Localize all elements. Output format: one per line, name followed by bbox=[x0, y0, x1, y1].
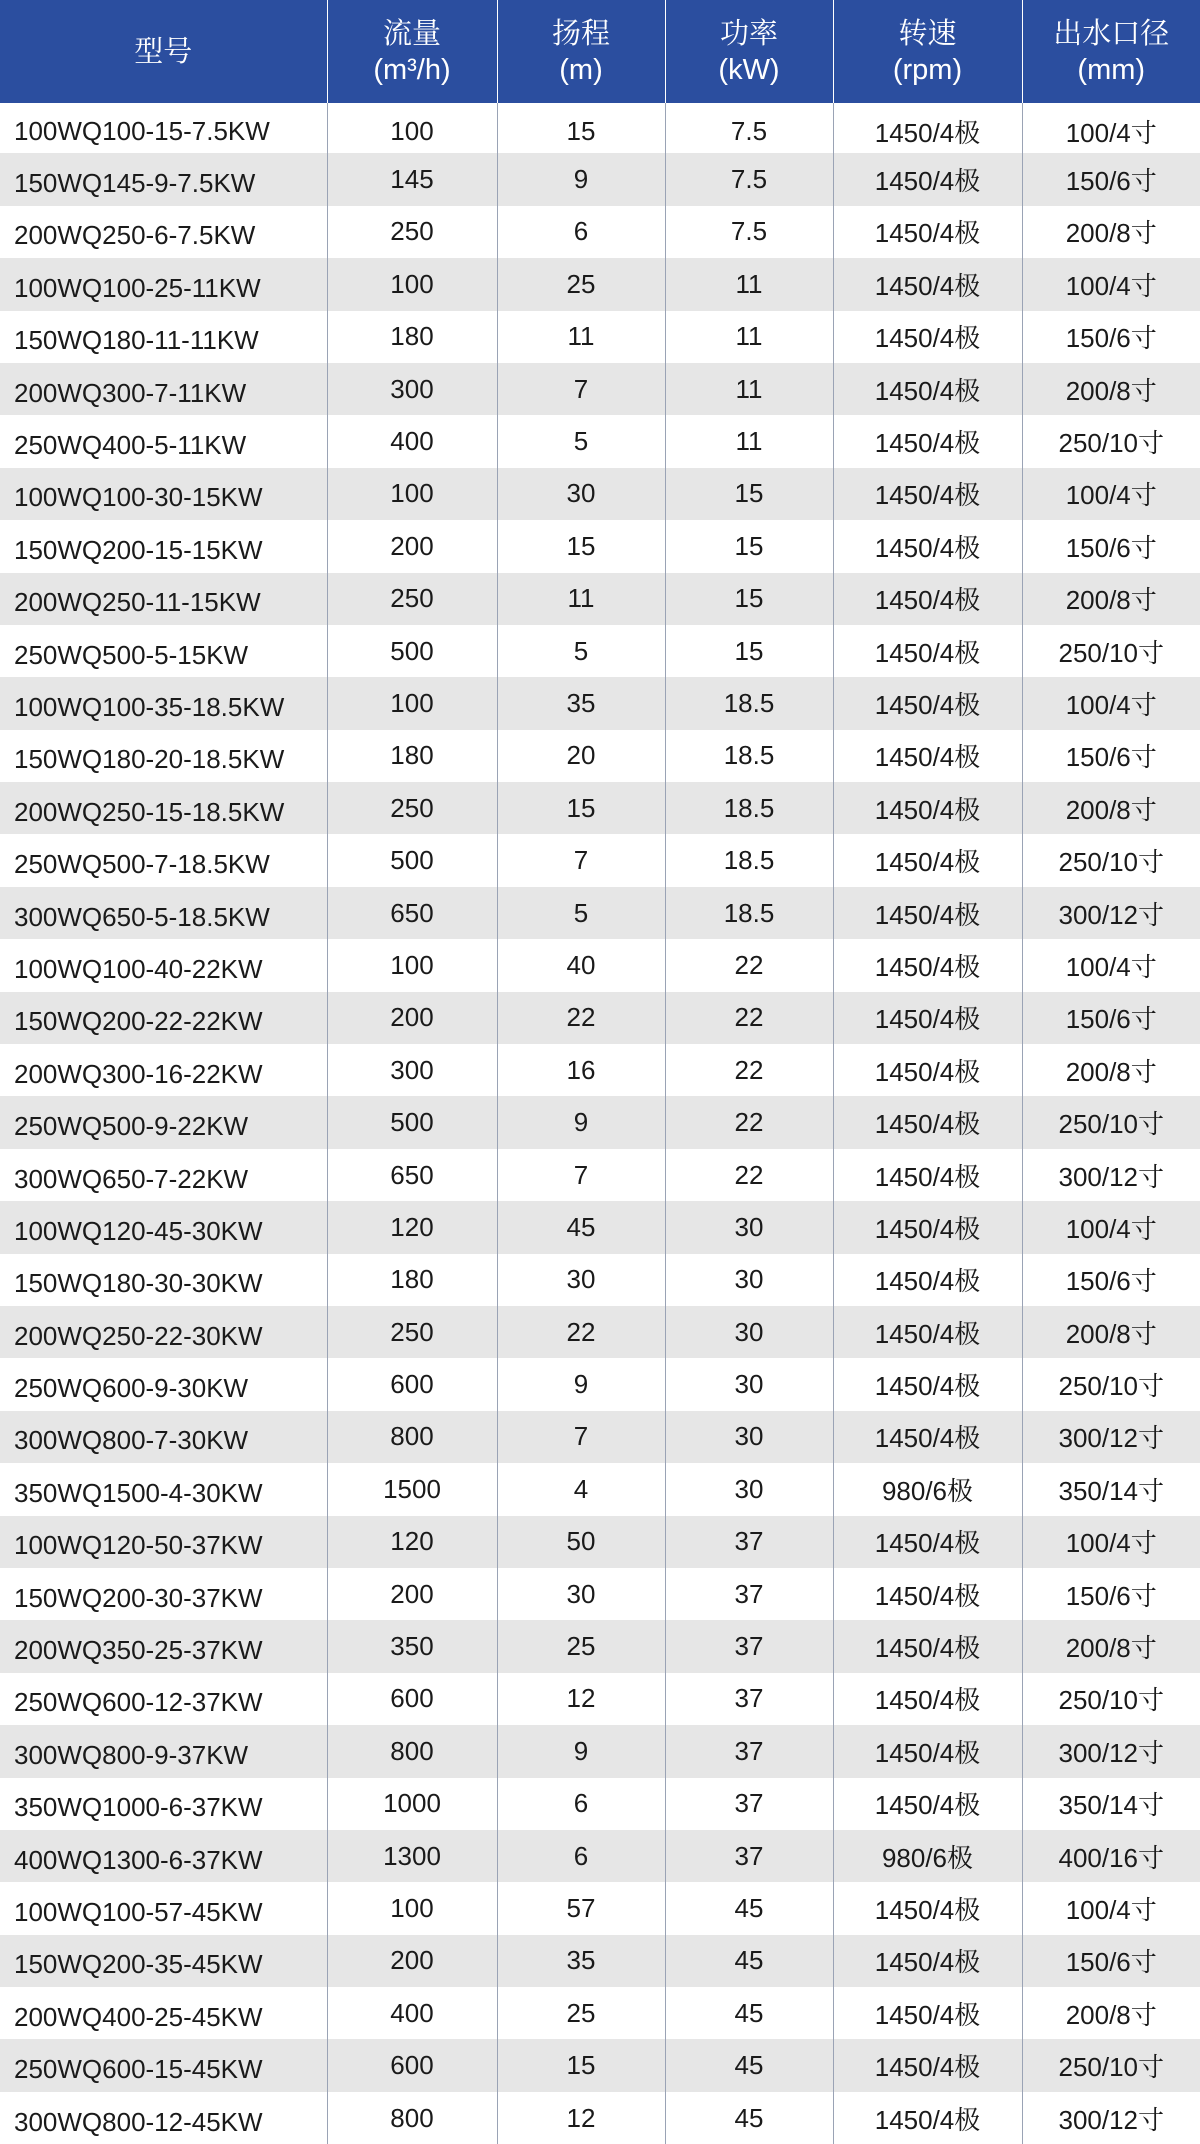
cell-outlet-diameter: 350/14寸 bbox=[1022, 1778, 1200, 1830]
cell-speed: 1450/4极 bbox=[833, 206, 1022, 258]
cell-model: 400WQ1300-6-37KW bbox=[0, 1830, 327, 1882]
cell-model: 150WQ180-20-18.5KW bbox=[0, 730, 327, 782]
cell-head: 6 bbox=[497, 1830, 665, 1882]
cell-speed: 1450/4极 bbox=[833, 887, 1022, 939]
cell-model: 200WQ250-11-15KW bbox=[0, 573, 327, 625]
table-body bbox=[0, 103, 1200, 2144]
cell-power: 15 bbox=[665, 468, 833, 520]
cell-power: 15 bbox=[665, 625, 833, 677]
cell-head: 25 bbox=[497, 1620, 665, 1672]
cell-head: 15 bbox=[497, 103, 665, 153]
cell-outlet-diameter: 300/12寸 bbox=[1022, 1725, 1200, 1777]
cell-speed: 1450/4极 bbox=[833, 1149, 1022, 1201]
cell-speed: 1450/4极 bbox=[833, 1096, 1022, 1148]
cell-power: 7.5 bbox=[665, 206, 833, 258]
cell-model: 300WQ800-7-30KW bbox=[0, 1411, 327, 1463]
cell-head: 25 bbox=[497, 258, 665, 310]
cell-speed: 1450/4极 bbox=[833, 415, 1022, 467]
cell-model: 250WQ400-5-11KW bbox=[0, 415, 327, 467]
cell-outlet-diameter: 250/10寸 bbox=[1022, 834, 1200, 886]
cell-outlet-diameter: 150/6寸 bbox=[1022, 153, 1200, 205]
cell-flow: 200 bbox=[327, 1568, 497, 1620]
cell-model: 100WQ120-50-37KW bbox=[0, 1516, 327, 1568]
cell-head: 15 bbox=[497, 520, 665, 572]
cell-head: 9 bbox=[497, 1358, 665, 1410]
cell-outlet-diameter: 200/8寸 bbox=[1022, 206, 1200, 258]
cell-power: 30 bbox=[665, 1254, 833, 1306]
table-header bbox=[0, 0, 1200, 103]
table-row bbox=[0, 1620, 1200, 1672]
cell-head: 50 bbox=[497, 1516, 665, 1568]
cell-speed: 1450/4极 bbox=[833, 363, 1022, 415]
cell-model: 250WQ600-15-45KW bbox=[0, 2039, 327, 2091]
cell-outlet-diameter: 300/12寸 bbox=[1022, 2092, 1200, 2144]
cell-outlet-diameter: 300/12寸 bbox=[1022, 1411, 1200, 1463]
cell-speed: 1450/4极 bbox=[833, 1620, 1022, 1672]
cell-power: 30 bbox=[665, 1463, 833, 1515]
cell-outlet-diameter: 100/4寸 bbox=[1022, 1882, 1200, 1934]
cell-head: 9 bbox=[497, 1725, 665, 1777]
cell-model: 250WQ500-5-15KW bbox=[0, 625, 327, 677]
cell-outlet-diameter: 200/8寸 bbox=[1022, 363, 1200, 415]
cell-outlet-diameter: 150/6寸 bbox=[1022, 730, 1200, 782]
cell-power: 18.5 bbox=[665, 834, 833, 886]
cell-power: 30 bbox=[665, 1201, 833, 1253]
cell-flow: 800 bbox=[327, 2092, 497, 2144]
cell-model: 200WQ400-25-45KW bbox=[0, 1987, 327, 2039]
cell-flow: 180 bbox=[327, 730, 497, 782]
cell-model: 350WQ1000-6-37KW bbox=[0, 1778, 327, 1830]
header-row bbox=[0, 0, 1200, 103]
cell-outlet-diameter: 150/6寸 bbox=[1022, 520, 1200, 572]
cell-head: 7 bbox=[497, 834, 665, 886]
cell-flow: 100 bbox=[327, 939, 497, 991]
cell-flow: 180 bbox=[327, 1254, 497, 1306]
cell-speed: 1450/4极 bbox=[833, 1411, 1022, 1463]
cell-model: 300WQ800-9-37KW bbox=[0, 1725, 327, 1777]
cell-outlet-diameter: 400/16寸 bbox=[1022, 1830, 1200, 1882]
table-row bbox=[0, 363, 1200, 415]
table-row bbox=[0, 1935, 1200, 1987]
cell-speed: 1450/4极 bbox=[833, 730, 1022, 782]
cell-model: 300WQ800-12-45KW bbox=[0, 2092, 327, 2144]
cell-power: 45 bbox=[665, 2039, 833, 2091]
cell-flow: 500 bbox=[327, 1096, 497, 1148]
cell-flow: 200 bbox=[327, 520, 497, 572]
cell-speed: 1450/4极 bbox=[833, 573, 1022, 625]
cell-flow: 120 bbox=[327, 1201, 497, 1253]
cell-model: 200WQ250-6-7.5KW bbox=[0, 206, 327, 258]
header-power bbox=[665, 0, 833, 103]
table-row bbox=[0, 625, 1200, 677]
cell-head: 6 bbox=[497, 1778, 665, 1830]
cell-outlet-diameter: 200/8寸 bbox=[1022, 1987, 1200, 2039]
cell-model: 150WQ200-35-45KW bbox=[0, 1935, 327, 1987]
cell-head: 5 bbox=[497, 415, 665, 467]
header-unit: (rpm) bbox=[834, 52, 1022, 88]
cell-model: 150WQ200-30-37KW bbox=[0, 1568, 327, 1620]
cell-speed: 1450/4极 bbox=[833, 311, 1022, 363]
table-row bbox=[0, 1673, 1200, 1725]
cell-power: 30 bbox=[665, 1306, 833, 1358]
header-label: 型号 bbox=[134, 36, 192, 68]
cell-flow: 100 bbox=[327, 1882, 497, 1934]
cell-power: 30 bbox=[665, 1358, 833, 1410]
header-label: 功率 bbox=[720, 18, 778, 50]
cell-power: 18.5 bbox=[665, 730, 833, 782]
cell-flow: 650 bbox=[327, 887, 497, 939]
cell-speed: 1450/4极 bbox=[833, 1516, 1022, 1568]
cell-speed: 980/6极 bbox=[833, 1830, 1022, 1882]
cell-flow: 600 bbox=[327, 1358, 497, 1410]
cell-outlet-diameter: 150/6寸 bbox=[1022, 1935, 1200, 1987]
cell-flow: 500 bbox=[327, 834, 497, 886]
cell-head: 20 bbox=[497, 730, 665, 782]
cell-model: 300WQ650-5-18.5KW bbox=[0, 887, 327, 939]
cell-model: 200WQ250-22-30KW bbox=[0, 1306, 327, 1358]
cell-speed: 1450/4极 bbox=[833, 1725, 1022, 1777]
cell-power: 37 bbox=[665, 1830, 833, 1882]
cell-power: 15 bbox=[665, 520, 833, 572]
table-row bbox=[0, 1778, 1200, 1830]
cell-flow: 1000 bbox=[327, 1778, 497, 1830]
cell-speed: 1450/4极 bbox=[833, 1568, 1022, 1620]
cell-speed: 1450/4极 bbox=[833, 103, 1022, 153]
cell-model: 350WQ1500-4-30KW bbox=[0, 1463, 327, 1515]
cell-power: 22 bbox=[665, 1149, 833, 1201]
cell-outlet-diameter: 200/8寸 bbox=[1022, 1306, 1200, 1358]
cell-flow: 145 bbox=[327, 153, 497, 205]
header-label: 转速 bbox=[898, 18, 956, 50]
cell-outlet-diameter: 250/10寸 bbox=[1022, 415, 1200, 467]
cell-speed: 1450/4极 bbox=[833, 1358, 1022, 1410]
cell-outlet-diameter: 100/4寸 bbox=[1022, 1516, 1200, 1568]
cell-flow: 100 bbox=[327, 258, 497, 310]
cell-head: 6 bbox=[497, 206, 665, 258]
table-row bbox=[0, 1987, 1200, 2039]
cell-power: 37 bbox=[665, 1516, 833, 1568]
cell-speed: 1450/4极 bbox=[833, 939, 1022, 991]
cell-model: 200WQ250-15-18.5KW bbox=[0, 782, 327, 834]
table-row bbox=[0, 1044, 1200, 1096]
cell-power: 37 bbox=[665, 1620, 833, 1672]
cell-power: 37 bbox=[665, 1673, 833, 1725]
cell-flow: 1500 bbox=[327, 1463, 497, 1515]
cell-model: 100WQ100-25-11KW bbox=[0, 258, 327, 310]
cell-power: 37 bbox=[665, 1725, 833, 1777]
table-row bbox=[0, 2092, 1200, 2144]
cell-model: 150WQ200-15-15KW bbox=[0, 520, 327, 572]
cell-power: 45 bbox=[665, 1935, 833, 1987]
cell-head: 9 bbox=[497, 153, 665, 205]
cell-speed: 1450/4极 bbox=[833, 1306, 1022, 1358]
table-row bbox=[0, 2039, 1200, 2091]
cell-model: 200WQ350-25-37KW bbox=[0, 1620, 327, 1672]
cell-flow: 650 bbox=[327, 1149, 497, 1201]
cell-outlet-diameter: 200/8寸 bbox=[1022, 782, 1200, 834]
cell-outlet-diameter: 100/4寸 bbox=[1022, 258, 1200, 310]
cell-outlet-diameter: 200/8寸 bbox=[1022, 573, 1200, 625]
header-flow bbox=[327, 0, 497, 103]
cell-model: 300WQ650-7-22KW bbox=[0, 1149, 327, 1201]
cell-head: 12 bbox=[497, 2092, 665, 2144]
cell-speed: 1450/4极 bbox=[833, 1778, 1022, 1830]
cell-outlet-diameter: 250/10寸 bbox=[1022, 1358, 1200, 1410]
table-row bbox=[0, 258, 1200, 310]
cell-flow: 350 bbox=[327, 1620, 497, 1672]
table-row bbox=[0, 520, 1200, 572]
table-row bbox=[0, 939, 1200, 991]
cell-flow: 250 bbox=[327, 573, 497, 625]
header-head bbox=[497, 0, 665, 103]
cell-model: 250WQ600-12-37KW bbox=[0, 1673, 327, 1725]
cell-model: 100WQ100-35-18.5KW bbox=[0, 677, 327, 729]
cell-head: 7 bbox=[497, 1411, 665, 1463]
cell-outlet-diameter: 300/12寸 bbox=[1022, 1149, 1200, 1201]
cell-speed: 980/6极 bbox=[833, 1463, 1022, 1515]
cell-head: 7 bbox=[497, 363, 665, 415]
table-row bbox=[0, 1096, 1200, 1148]
cell-model: 150WQ145-9-7.5KW bbox=[0, 153, 327, 205]
cell-model: 100WQ100-40-22KW bbox=[0, 939, 327, 991]
table-row bbox=[0, 834, 1200, 886]
table-row bbox=[0, 992, 1200, 1044]
table-row bbox=[0, 1830, 1200, 1882]
cell-flow: 600 bbox=[327, 1673, 497, 1725]
cell-head: 30 bbox=[497, 1254, 665, 1306]
cell-head: 5 bbox=[497, 625, 665, 677]
header-unit: (mm) bbox=[1023, 52, 1200, 88]
table-row bbox=[0, 468, 1200, 520]
table-row bbox=[0, 1463, 1200, 1515]
table-row bbox=[0, 1358, 1200, 1410]
cell-speed: 1450/4极 bbox=[833, 2039, 1022, 2091]
table-row bbox=[0, 103, 1200, 153]
cell-outlet-diameter: 100/4寸 bbox=[1022, 1201, 1200, 1253]
cell-power: 18.5 bbox=[665, 677, 833, 729]
cell-model: 150WQ180-30-30KW bbox=[0, 1254, 327, 1306]
cell-outlet-diameter: 150/6寸 bbox=[1022, 1254, 1200, 1306]
cell-outlet-diameter: 350/14寸 bbox=[1022, 1463, 1200, 1515]
cell-flow: 250 bbox=[327, 1306, 497, 1358]
header-label: 出水口径 bbox=[1053, 18, 1169, 50]
cell-speed: 1450/4极 bbox=[833, 1044, 1022, 1096]
cell-power: 18.5 bbox=[665, 782, 833, 834]
cell-flow: 180 bbox=[327, 311, 497, 363]
table-row bbox=[0, 1882, 1200, 1934]
cell-flow: 200 bbox=[327, 1935, 497, 1987]
cell-flow: 100 bbox=[327, 468, 497, 520]
header-unit: (m) bbox=[498, 52, 665, 88]
header-label: 流量 bbox=[383, 18, 441, 50]
cell-flow: 300 bbox=[327, 363, 497, 415]
table-row bbox=[0, 782, 1200, 834]
cell-power: 22 bbox=[665, 939, 833, 991]
header-speed bbox=[833, 0, 1022, 103]
cell-model: 100WQ100-30-15KW bbox=[0, 468, 327, 520]
cell-speed: 1450/4极 bbox=[833, 992, 1022, 1044]
cell-head: 5 bbox=[497, 887, 665, 939]
table-row bbox=[0, 206, 1200, 258]
cell-outlet-diameter: 250/10寸 bbox=[1022, 1673, 1200, 1725]
cell-model: 150WQ200-22-22KW bbox=[0, 992, 327, 1044]
cell-head: 40 bbox=[497, 939, 665, 991]
cell-power: 30 bbox=[665, 1411, 833, 1463]
cell-head: 15 bbox=[497, 2039, 665, 2091]
cell-flow: 100 bbox=[327, 103, 497, 153]
cell-flow: 400 bbox=[327, 415, 497, 467]
cell-head: 57 bbox=[497, 1882, 665, 1934]
cell-outlet-diameter: 250/10寸 bbox=[1022, 2039, 1200, 2091]
table-row bbox=[0, 1516, 1200, 1568]
cell-head: 22 bbox=[497, 1306, 665, 1358]
cell-head: 30 bbox=[497, 468, 665, 520]
cell-model: 250WQ500-9-22KW bbox=[0, 1096, 327, 1148]
cell-power: 45 bbox=[665, 1987, 833, 2039]
cell-head: 35 bbox=[497, 677, 665, 729]
cell-outlet-diameter: 100/4寸 bbox=[1022, 939, 1200, 991]
cell-head: 30 bbox=[497, 1568, 665, 1620]
cell-head: 4 bbox=[497, 1463, 665, 1515]
table-row bbox=[0, 1568, 1200, 1620]
cell-outlet-diameter: 300/12寸 bbox=[1022, 887, 1200, 939]
cell-flow: 800 bbox=[327, 1725, 497, 1777]
cell-outlet-diameter: 250/10寸 bbox=[1022, 1096, 1200, 1148]
cell-model: 100WQ120-45-30KW bbox=[0, 1201, 327, 1253]
cell-power: 11 bbox=[665, 258, 833, 310]
header-label: 扬程 bbox=[552, 18, 610, 50]
cell-power: 7.5 bbox=[665, 153, 833, 205]
cell-outlet-diameter: 200/8寸 bbox=[1022, 1044, 1200, 1096]
header-unit: (m³/h) bbox=[328, 52, 497, 88]
cell-head: 35 bbox=[497, 1935, 665, 1987]
cell-power: 22 bbox=[665, 992, 833, 1044]
cell-outlet-diameter: 150/6寸 bbox=[1022, 992, 1200, 1044]
cell-flow: 120 bbox=[327, 1516, 497, 1568]
cell-flow: 400 bbox=[327, 1987, 497, 2039]
cell-speed: 1450/4极 bbox=[833, 1673, 1022, 1725]
table-row bbox=[0, 153, 1200, 205]
header-unit: (kW) bbox=[666, 52, 833, 88]
cell-speed: 1450/4极 bbox=[833, 1254, 1022, 1306]
cell-power: 45 bbox=[665, 2092, 833, 2144]
table-row bbox=[0, 1411, 1200, 1463]
cell-outlet-diameter: 100/4寸 bbox=[1022, 103, 1200, 153]
table-row bbox=[0, 1201, 1200, 1253]
table-row bbox=[0, 1149, 1200, 1201]
cell-power: 18.5 bbox=[665, 887, 833, 939]
cell-outlet-diameter: 150/6寸 bbox=[1022, 311, 1200, 363]
cell-power: 11 bbox=[665, 363, 833, 415]
cell-head: 45 bbox=[497, 1201, 665, 1253]
cell-model: 250WQ600-9-30KW bbox=[0, 1358, 327, 1410]
header-outlet-diameter bbox=[1022, 0, 1200, 103]
cell-power: 15 bbox=[665, 573, 833, 625]
cell-power: 22 bbox=[665, 1044, 833, 1096]
cell-flow: 600 bbox=[327, 2039, 497, 2091]
cell-speed: 1450/4极 bbox=[833, 468, 1022, 520]
table-row bbox=[0, 887, 1200, 939]
cell-head: 11 bbox=[497, 573, 665, 625]
cell-power: 37 bbox=[665, 1568, 833, 1620]
cell-flow: 500 bbox=[327, 625, 497, 677]
cell-flow: 300 bbox=[327, 1044, 497, 1096]
table-row bbox=[0, 311, 1200, 363]
cell-speed: 1450/4极 bbox=[833, 625, 1022, 677]
cell-speed: 1450/4极 bbox=[833, 1882, 1022, 1934]
cell-head: 7 bbox=[497, 1149, 665, 1201]
table-row bbox=[0, 573, 1200, 625]
cell-model: 200WQ300-16-22KW bbox=[0, 1044, 327, 1096]
cell-speed: 1450/4极 bbox=[833, 1201, 1022, 1253]
table-row bbox=[0, 730, 1200, 782]
cell-outlet-diameter: 200/8寸 bbox=[1022, 1620, 1200, 1672]
cell-speed: 1450/4极 bbox=[833, 834, 1022, 886]
cell-model: 200WQ300-7-11KW bbox=[0, 363, 327, 415]
cell-speed: 1450/4极 bbox=[833, 153, 1022, 205]
cell-power: 11 bbox=[665, 311, 833, 363]
cell-speed: 1450/4极 bbox=[833, 2092, 1022, 2144]
table-row bbox=[0, 1254, 1200, 1306]
cell-model: 250WQ500-7-18.5KW bbox=[0, 834, 327, 886]
table-row bbox=[0, 415, 1200, 467]
cell-power: 37 bbox=[665, 1778, 833, 1830]
cell-model: 100WQ100-57-45KW bbox=[0, 1882, 327, 1934]
cell-speed: 1450/4极 bbox=[833, 258, 1022, 310]
table-row bbox=[0, 1725, 1200, 1777]
cell-power: 7.5 bbox=[665, 103, 833, 153]
cell-flow: 200 bbox=[327, 992, 497, 1044]
cell-model: 100WQ100-15-7.5KW bbox=[0, 103, 327, 153]
cell-head: 15 bbox=[497, 782, 665, 834]
cell-head: 9 bbox=[497, 1096, 665, 1148]
cell-head: 22 bbox=[497, 992, 665, 1044]
cell-flow: 1300 bbox=[327, 1830, 497, 1882]
cell-speed: 1450/4极 bbox=[833, 1935, 1022, 1987]
cell-speed: 1450/4极 bbox=[833, 677, 1022, 729]
header-model bbox=[0, 0, 327, 103]
cell-power: 11 bbox=[665, 415, 833, 467]
cell-flow: 250 bbox=[327, 206, 497, 258]
cell-speed: 1450/4极 bbox=[833, 782, 1022, 834]
cell-speed: 1450/4极 bbox=[833, 520, 1022, 572]
cell-head: 25 bbox=[497, 1987, 665, 2039]
table-row bbox=[0, 1306, 1200, 1358]
cell-outlet-diameter: 100/4寸 bbox=[1022, 468, 1200, 520]
cell-head: 16 bbox=[497, 1044, 665, 1096]
cell-flow: 800 bbox=[327, 1411, 497, 1463]
cell-flow: 100 bbox=[327, 677, 497, 729]
cell-power: 22 bbox=[665, 1096, 833, 1148]
cell-head: 12 bbox=[497, 1673, 665, 1725]
cell-outlet-diameter: 250/10寸 bbox=[1022, 625, 1200, 677]
cell-speed: 1450/4极 bbox=[833, 1987, 1022, 2039]
table-row bbox=[0, 677, 1200, 729]
cell-flow: 250 bbox=[327, 782, 497, 834]
cell-model: 150WQ180-11-11KW bbox=[0, 311, 327, 363]
cell-outlet-diameter: 150/6寸 bbox=[1022, 1568, 1200, 1620]
cell-power: 45 bbox=[665, 1882, 833, 1934]
cell-head: 11 bbox=[497, 311, 665, 363]
cell-outlet-diameter: 100/4寸 bbox=[1022, 677, 1200, 729]
